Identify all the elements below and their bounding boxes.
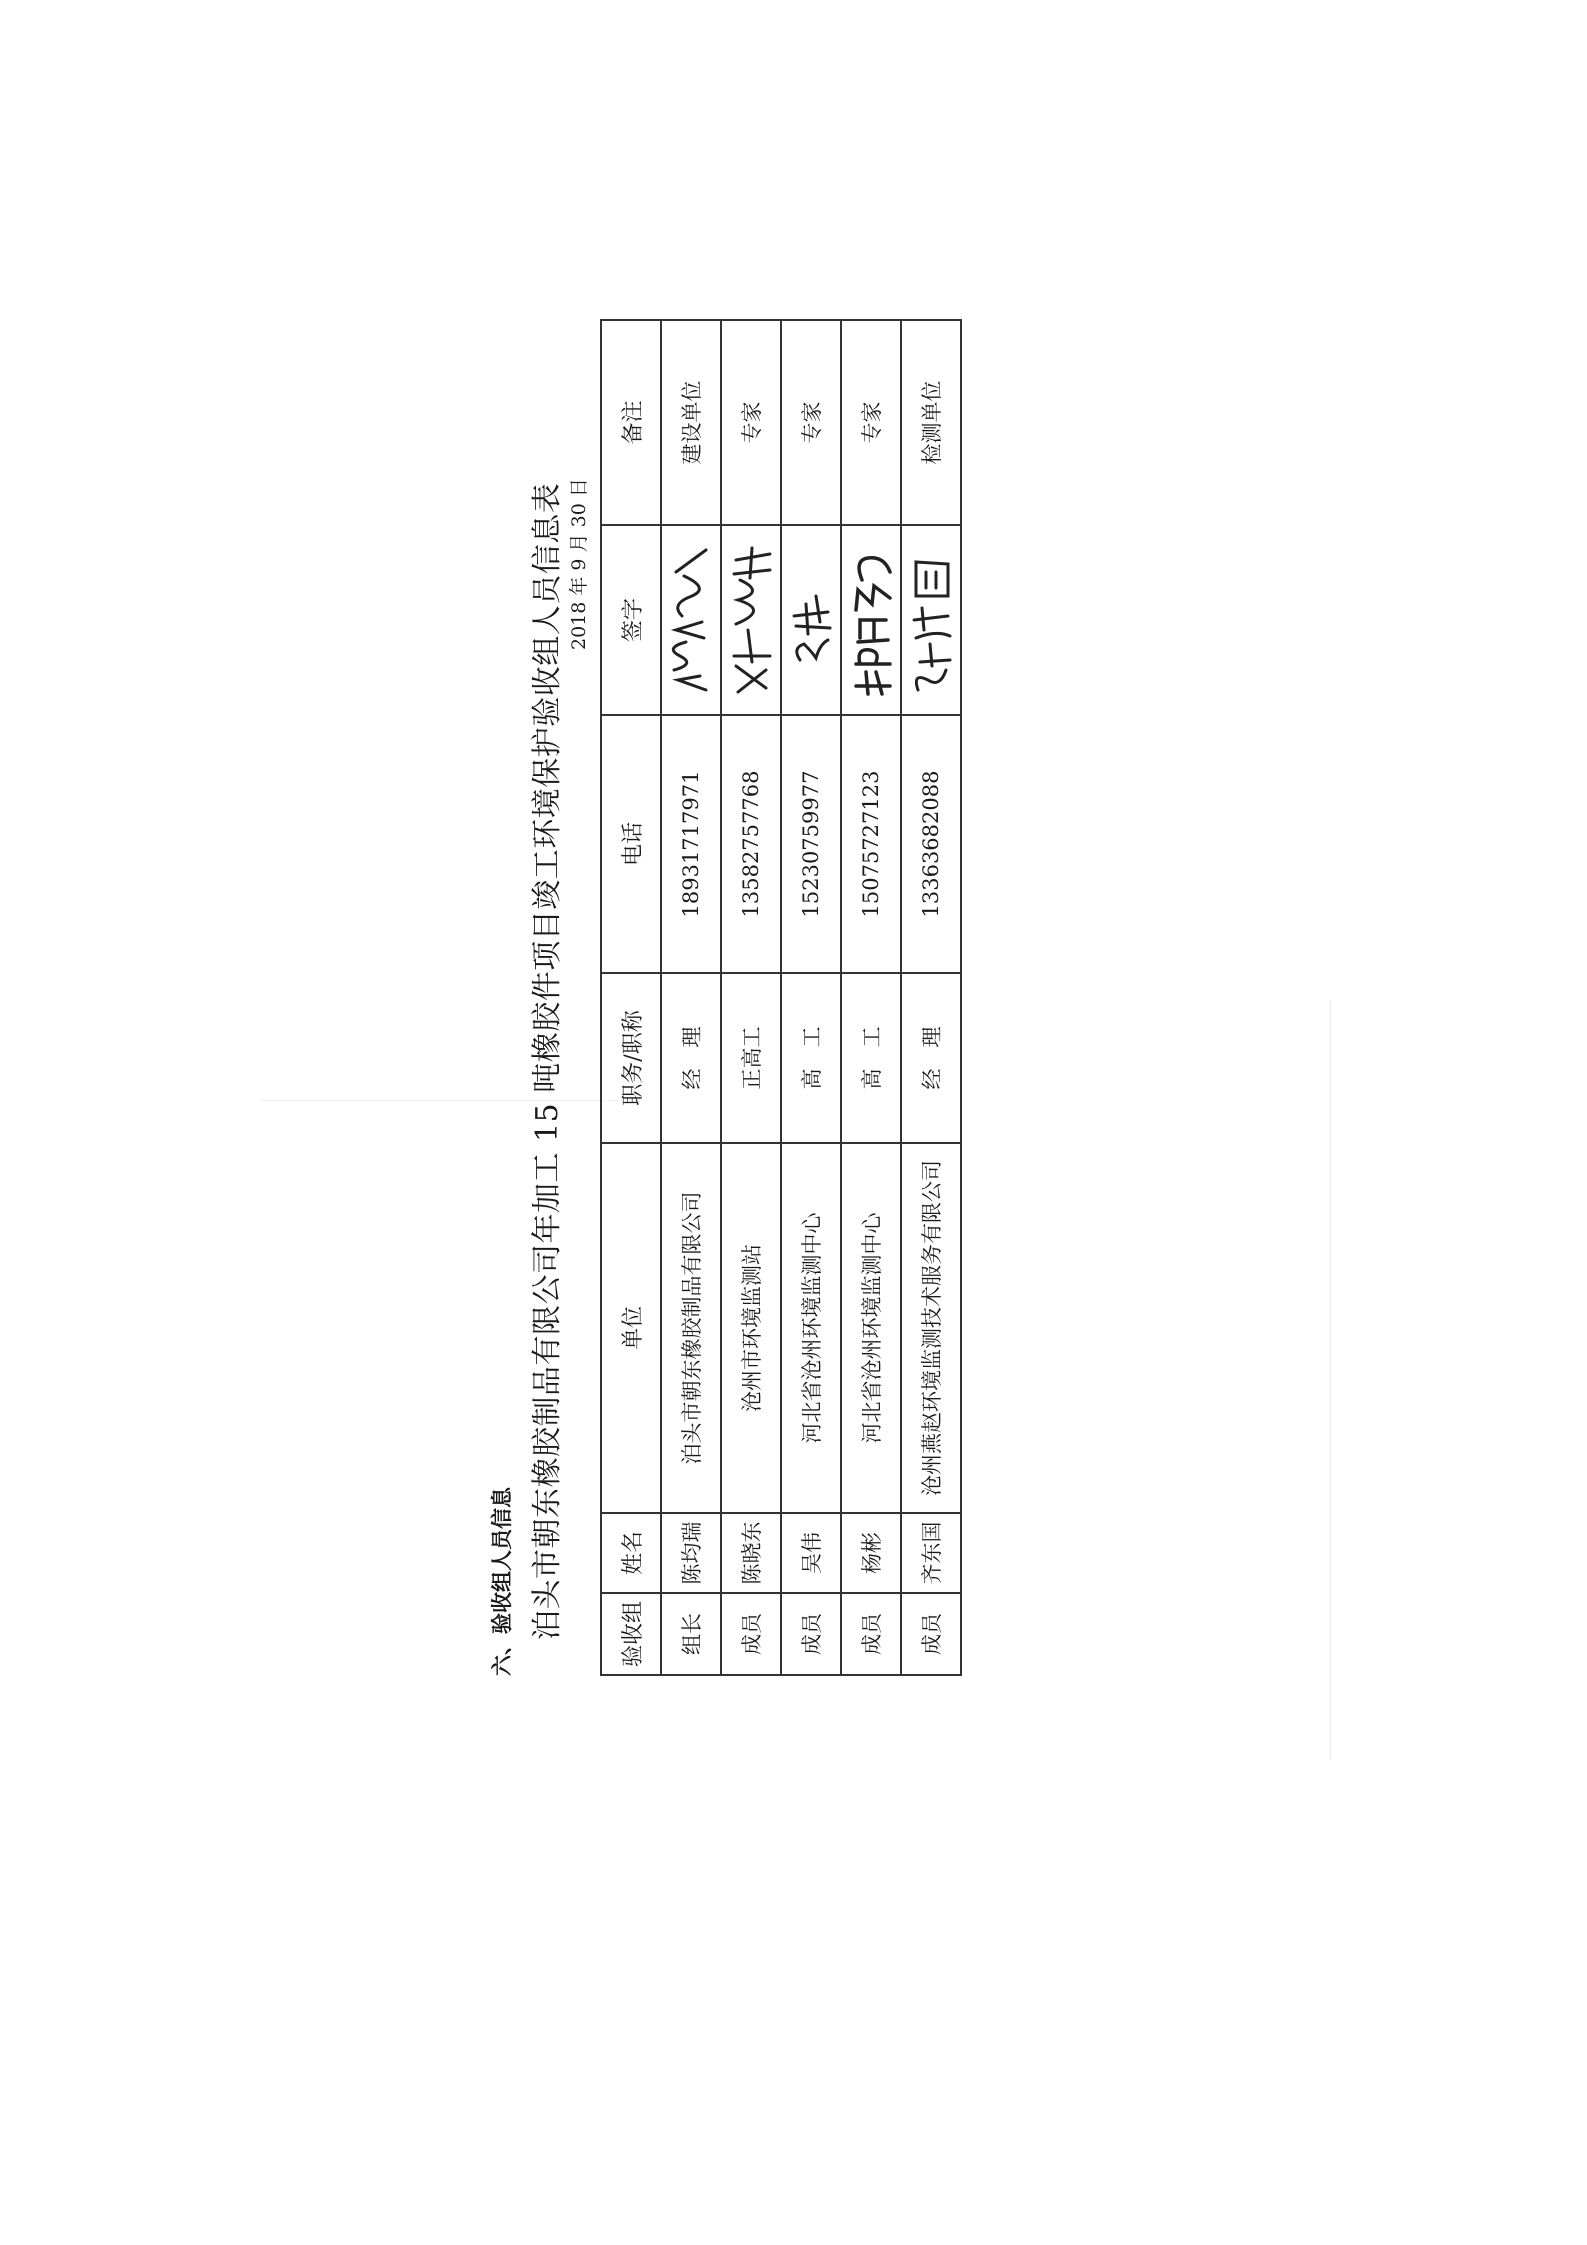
cell-unit: 泊头市朝东橡胶制品有限公司 <box>661 1143 721 1513</box>
document-date: 2018 年 9 月 30 日 <box>568 478 590 650</box>
cell-remark: 建设单位 <box>661 320 721 525</box>
header-unit: 单位 <box>601 1143 661 1513</box>
cell-position: 正高工 <box>721 973 781 1143</box>
scan-artifact-line <box>1330 1000 1331 1760</box>
cell-name: 吴伟 <box>781 1513 841 1593</box>
handwritten-signature <box>906 540 956 700</box>
table-row <box>901 320 961 1675</box>
table-row <box>841 320 901 1675</box>
cell-name: 齐东国 <box>901 1513 961 1593</box>
table-row <box>661 320 721 1675</box>
cell-name: 杨彬 <box>841 1513 901 1593</box>
cell-position: 经 理 <box>901 973 961 1143</box>
handwritten-signature <box>726 540 776 700</box>
cell-unit: 河北省沧州环境监测中心 <box>781 1143 841 1513</box>
cell-group: 成员 <box>901 1593 961 1675</box>
table-row <box>721 320 781 1675</box>
header-signature: 签字 <box>601 525 661 715</box>
acceptance-team-table <box>600 319 962 1676</box>
cell-phone: 15230759977 <box>781 715 841 973</box>
cell-remark: 专家 <box>781 320 841 525</box>
cell-position: 高 工 <box>841 973 901 1143</box>
header-group: 验收组 <box>601 1593 661 1675</box>
header-position: 职务/职称 <box>601 973 661 1143</box>
table-row <box>781 320 841 1675</box>
cell-signature <box>841 525 901 715</box>
header-phone: 电话 <box>601 715 661 973</box>
cell-phone: 13363682088 <box>901 715 961 973</box>
cell-phone: 13582757768 <box>721 715 781 973</box>
cell-position: 经 理 <box>661 973 721 1143</box>
section-heading: 六、验收组人员信息 <box>490 1487 514 1676</box>
cell-signature <box>781 525 841 715</box>
document-title: 泊头市朝东橡胶制品有限公司年加工 15 吨橡胶件项目竣工环境保护验收组人员信息表 <box>530 482 565 1640</box>
cell-signature <box>721 525 781 715</box>
cell-group: 成员 <box>781 1593 841 1675</box>
cell-group: 成员 <box>721 1593 781 1675</box>
cell-signature <box>661 525 721 715</box>
handwritten-signature <box>846 540 896 700</box>
cell-phone: 15075727123 <box>841 715 901 973</box>
cell-phone: 18931717971 <box>661 715 721 973</box>
cell-remark: 专家 <box>721 320 781 525</box>
cell-signature <box>901 525 961 715</box>
header-remark: 备注 <box>601 320 661 525</box>
cell-unit: 沧州市环境监测站 <box>721 1143 781 1513</box>
handwritten-signature <box>786 540 836 700</box>
cell-remark: 检测单位 <box>901 320 961 525</box>
cell-group: 成员 <box>841 1593 901 1675</box>
cell-name: 陈均瑞 <box>661 1513 721 1593</box>
cell-name: 陈晓东 <box>721 1513 781 1593</box>
cell-unit: 沧州燕赵环境监测技术服务有限公司 <box>901 1143 961 1513</box>
rotated-document <box>460 300 1020 1700</box>
handwritten-signature <box>666 540 716 700</box>
cell-remark: 专家 <box>841 320 901 525</box>
cell-position: 高 工 <box>781 973 841 1143</box>
header-name: 姓名 <box>601 1513 661 1593</box>
cell-group: 组长 <box>661 1593 721 1675</box>
cell-unit: 河北省沧州环境监测中心 <box>841 1143 901 1513</box>
table-header-row <box>601 320 661 1675</box>
